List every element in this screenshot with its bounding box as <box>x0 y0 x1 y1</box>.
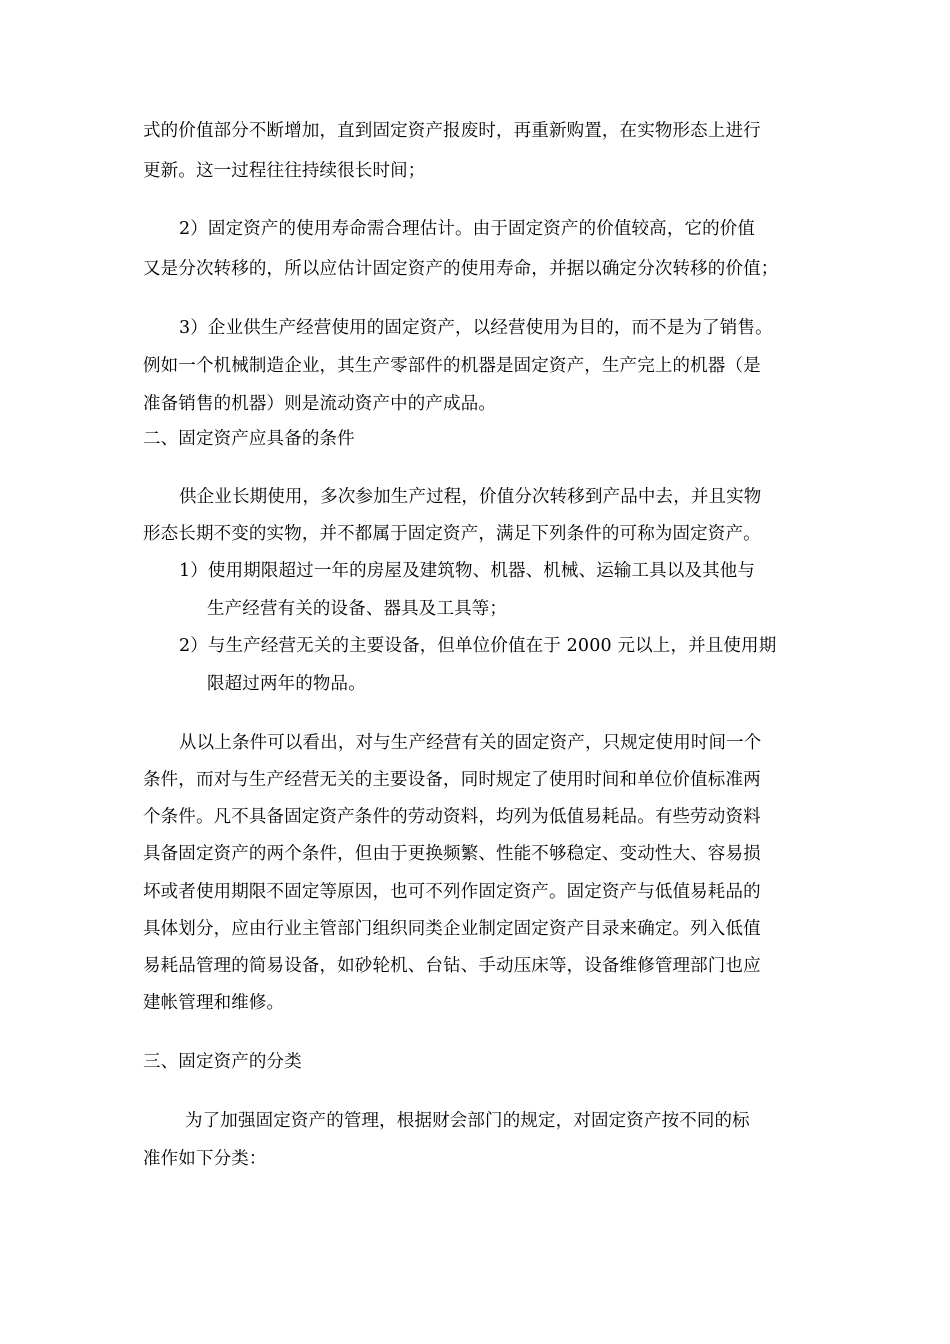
paragraph-line: 建帐管理和维修。 <box>143 993 285 1013</box>
paragraph-line: 式的价值部分不断增加，直到固定资产报废时，再重新购置，在实物形态上进行 <box>143 121 761 141</box>
paragraph-line: 更新。这一过程往往持续很长时间； <box>143 161 426 181</box>
list-item-line: 3）企业供生产经营使用的固定资产，以经营使用为目的，而不是为了销售。 <box>179 318 773 338</box>
list-item-line: 2）固定资产的使用寿命需合理估计。由于固定资产的价值较高，它的价值 <box>179 219 756 239</box>
paragraph-line: 具体划分，应由行业主管部门组织同类企业制定固定资产目录来确定。列入低值 <box>143 919 761 939</box>
numbered-item-line: 限超过两年的物品。 <box>207 674 366 694</box>
paragraph-line: 个条件。凡不具备固定资产条件的劳动资料，均列为低值易耗品。有些劳动资料 <box>143 807 761 827</box>
numbered-item-line: 1）使用期限超过一年的房屋及建筑物、机器、机械、运输工具以及其他与 <box>179 561 756 581</box>
paragraph-line: 条件，而对与生产经营无关的主要设备，同时规定了使用时间和单位价值标准两 <box>143 770 761 790</box>
paragraph-line: 具备固定资产的两个条件，但由于更换频繁、性能不够稳定、变动性大、容易损 <box>143 844 761 864</box>
list-item-line: 准备销售的机器）则是流动资产中的产成品。 <box>143 394 496 414</box>
section-heading: 三、固定资产的分类 <box>143 1052 302 1072</box>
paragraph-line: 为了加强固定资产的管理，根据财会部门的规定，对固定资产按不同的标 <box>185 1111 750 1131</box>
paragraph-line: 准作如下分类： <box>143 1149 267 1169</box>
section-heading: 二、固定资产应具备的条件 <box>143 429 355 449</box>
paragraph-line: 从以上条件可以看出，对与生产经营有关的固定资产，只规定使用时间一个 <box>179 733 762 753</box>
paragraph-line: 坏或者使用期限不固定等原因，也可不列作固定资产。固定资产与低值易耗品的 <box>143 882 761 902</box>
paragraph-line: 供企业长期使用，多次参加生产过程，价值分次转移到产品中去，并且实物 <box>179 487 762 507</box>
paragraph-line: 形态长期不变的实物，并不都属于固定资产，满足下列条件的可称为固定资产。 <box>143 524 761 544</box>
numbered-item-line: 生产经营有关的设备、器具及工具等； <box>207 599 508 619</box>
list-item-line: 又是分次转移的，所以应估计固定资产的使用寿命，并据以确定分次转移的价值； <box>143 259 779 279</box>
paragraph-line: 易耗品管理的简易设备，如砂轮机、台钻、手动压床等，设备维修管理部门也应 <box>143 956 761 976</box>
numbered-item-line: 2）与生产经营无关的主要设备，但单位价值在于 2000 元以上，并且使用期 <box>179 636 777 656</box>
list-item-line: 例如一个机械制造企业，其生产零部件的机器是固定资产，生产完上的机器（是 <box>143 356 761 376</box>
